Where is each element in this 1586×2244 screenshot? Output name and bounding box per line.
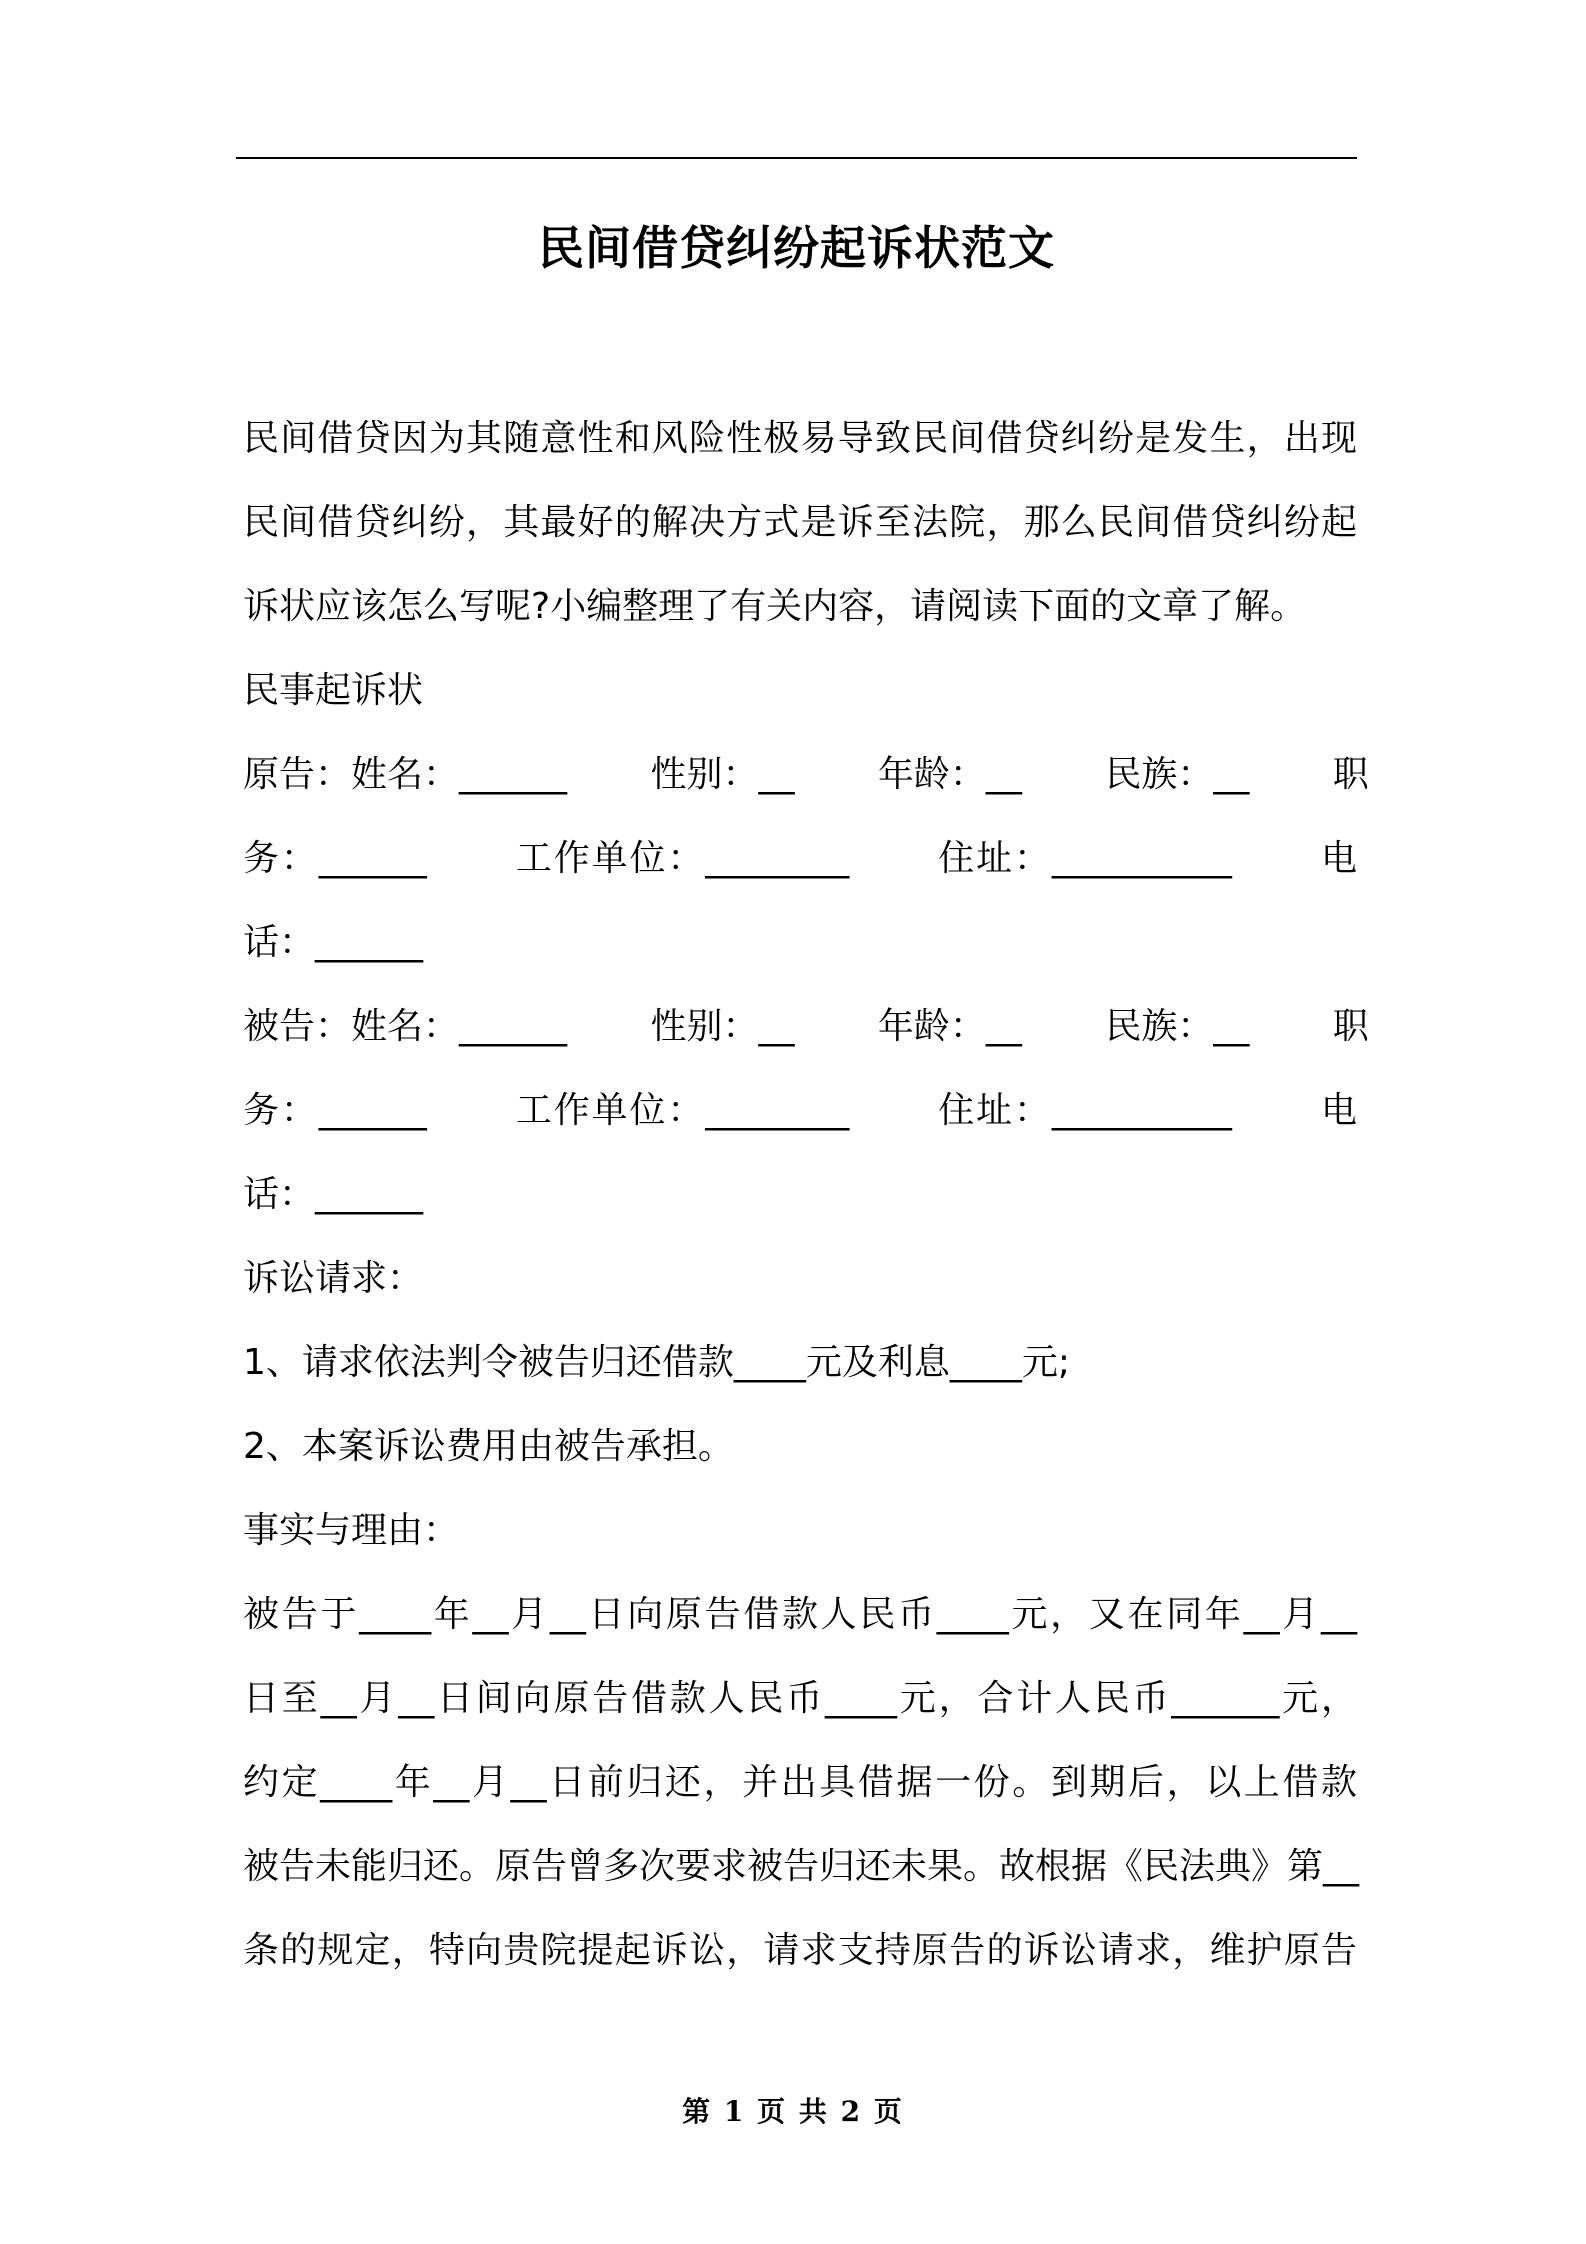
section-heading-claims: 诉讼请求： [243,1258,424,1299]
document-title: 民间借贷纠纷起诉状范文 [538,221,1055,275]
facts-line-4: 被告未能归还。原告曾多次要求被告归还未果。故根据《民法典》第__ [243,1846,1360,1887]
intro-line-1: 民间借贷因为其随意性和风险性极易导致民间借贷纠纷是发生，出现 [243,418,1357,459]
facts-line-5: 条的规定，特向贵院提起诉讼，请求支持原告的诉讼请求，维护原告 [243,1930,1357,1971]
section-heading-complaint: 民事起诉状 [243,670,424,711]
header-rule [236,157,1357,159]
claim-item-2: 2、本案诉讼费用由被告承担。 [243,1426,734,1467]
facts-line-3: 约定____年__月__日前归还，并出具借据一份。到期后，以上借款 [243,1762,1357,1803]
plaintiff-line-3: 话：______ [243,922,424,963]
facts-line-1: 被告于____年__月__日向原告借款人民币____元，又在同年__月__ [243,1594,1357,1635]
document-body [243,397,1369,1993]
plaintiff-line-2: 务：______ 工作单位：________ 住址：__________ 电 [243,838,1357,879]
defendant-line-2: 务：______ 工作单位：________ 住址：__________ 电 [243,1090,1357,1131]
claim-item-1: 1、请求依法判令被告归还借款____元及利息____元; [243,1342,1071,1383]
section-heading-facts: 事实与理由： [243,1510,460,1551]
intro-line-3: 诉状应该怎么写呢?小编整理了有关内容，请阅读下面的文章了解。 [243,586,1307,627]
defendant-line-1: 被告：姓名：______ 性别：__ 年龄：__ 民族：__ 职 [243,1006,1369,1047]
facts-line-2: 日至__月__日间向原告借款人民币____元，合计人民币______元， [243,1678,1357,1719]
page-number-footer: 第 1 页 共 2 页 [682,2095,904,2128]
plaintiff-line-1: 原告：姓名：______ 性别：__ 年龄：__ 民族：__ 职 [243,754,1369,795]
intro-line-2: 民间借贷纠纷，其最好的解决方式是诉至法院，那么民间借贷纠纷起 [243,502,1357,543]
defendant-line-3: 话：______ [243,1174,424,1215]
